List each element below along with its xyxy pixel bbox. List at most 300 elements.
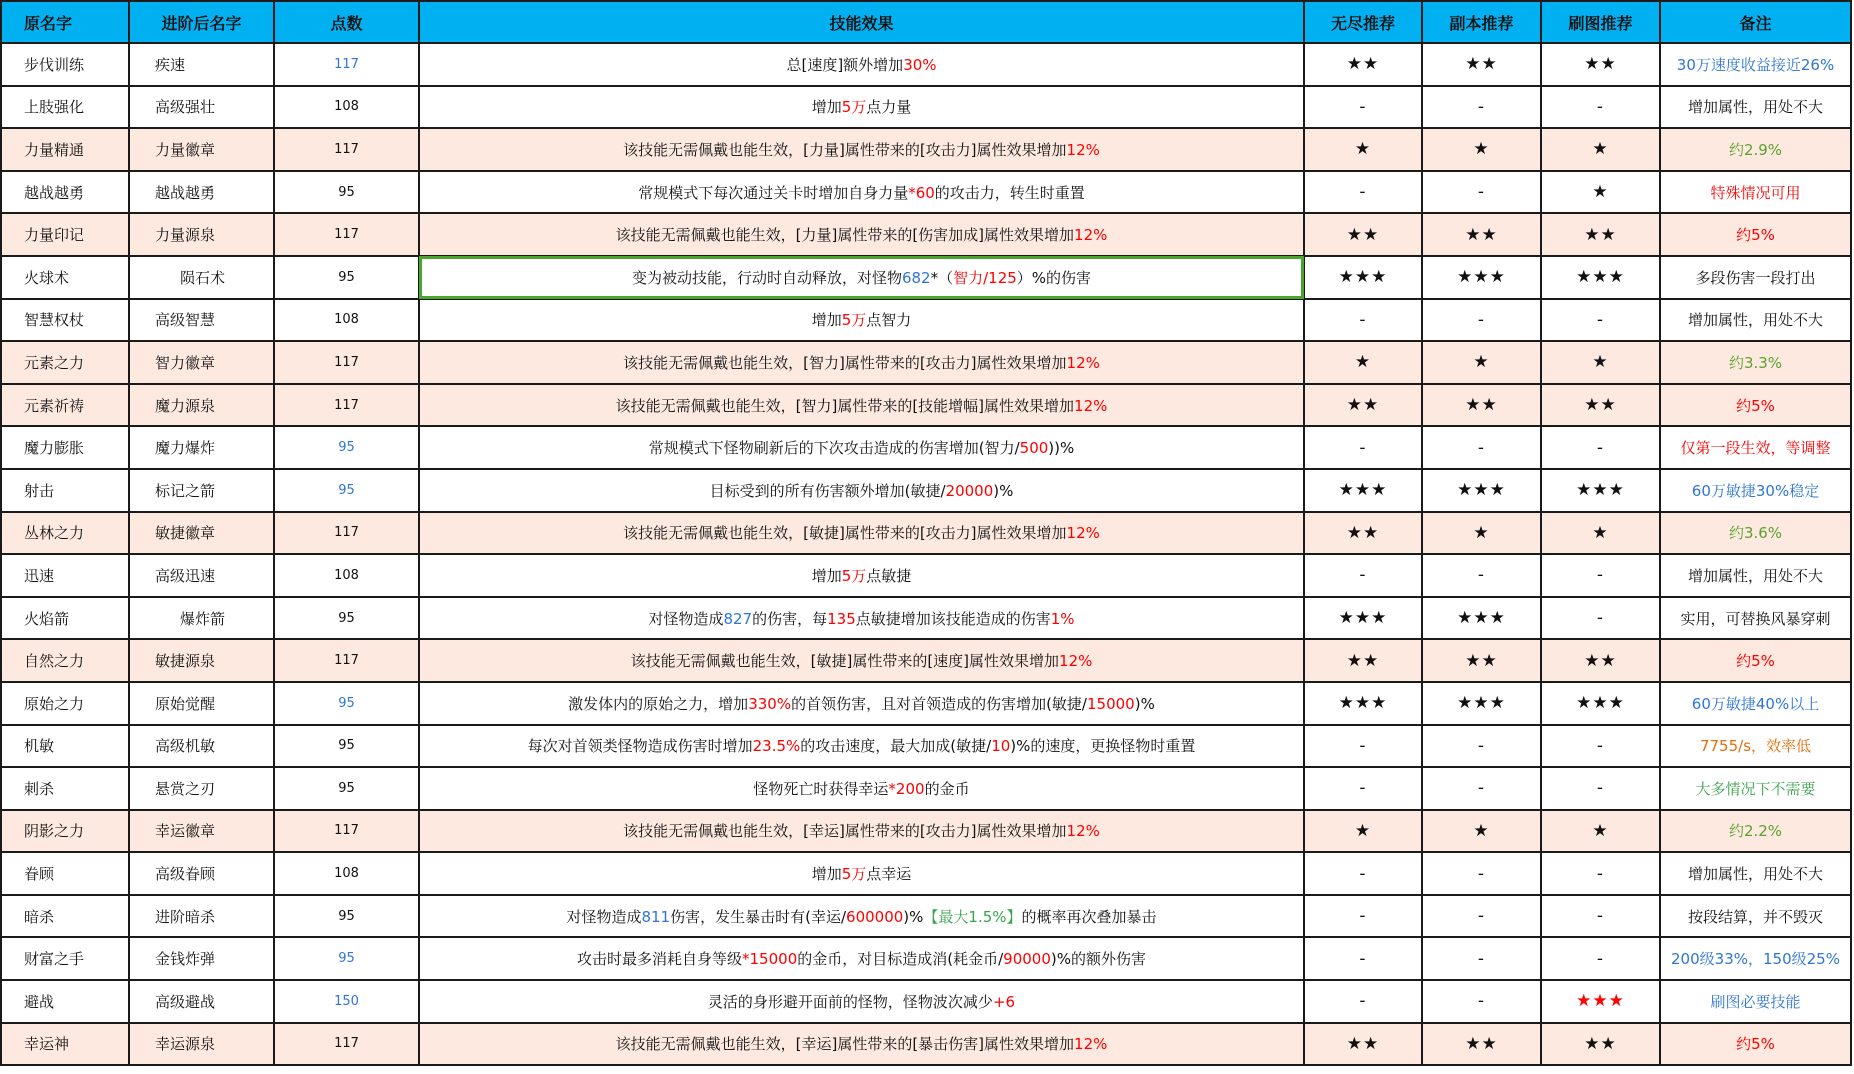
cell-points[interactable]: 95 — [274, 469, 419, 512]
cell-original-name[interactable]: 阴影之力 — [1, 810, 129, 853]
cell-dungeon-rec[interactable]: - — [1422, 895, 1541, 938]
cell-skill-effect[interactable] — [419, 469, 1304, 512]
effect-text: 1% — [1050, 609, 1075, 628]
cell-skill-effect[interactable] — [419, 852, 1304, 895]
effect-text: 该技能无需佩戴也能生效，[智力]属性带来的[技能增幅]属性效果增加 — [615, 396, 1075, 415]
effect-text: 的首领伤害，且对首领造成的伤害增加(敏捷/ — [791, 694, 1087, 713]
cell-notes[interactable]: 仅第一段生效，等调整 — [1660, 426, 1851, 469]
cell-points[interactable]: 95 — [274, 256, 419, 299]
header-dungeon-rec[interactable]: 副本推荐 — [1422, 1, 1541, 43]
cell-original-name[interactable]: 眷顾 — [1, 852, 129, 895]
cell-advanced-name[interactable]: 悬赏之刃 — [129, 767, 274, 810]
effect-text: 该技能无需佩戴也能生效，[智力]属性带来的[攻击力]属性效果增加 — [623, 353, 1067, 372]
effect-text: 5万 — [841, 566, 867, 585]
table-row — [1, 341, 1851, 384]
cell-skill-effect[interactable] — [419, 213, 1304, 256]
cell-advanced-name[interactable]: 进阶暗杀 — [129, 895, 274, 938]
effect-text: ）%的伤害 — [1016, 268, 1092, 287]
cell-original-name[interactable]: 元素之力 — [1, 341, 129, 384]
cell-grind-rec[interactable]: ★ — [1541, 512, 1660, 555]
effect-text: 的攻击速度，最大加成(敏捷/ — [800, 737, 992, 756]
effect-text: 点力量 — [866, 98, 912, 117]
table-row — [1, 810, 1851, 853]
header-grind-rec[interactable]: 刷图推荐 — [1541, 1, 1660, 43]
effect-text: 该技能无需佩戴也能生效，[力量]属性带来的[伤害加成]属性效果增加 — [615, 226, 1075, 245]
cell-dungeon-rec[interactable]: - — [1422, 299, 1541, 342]
cell-original-name[interactable]: 智慧权杖 — [1, 299, 129, 342]
cell-points[interactable]: 117 — [274, 128, 419, 171]
cell-original-name[interactable]: 迅速 — [1, 554, 129, 597]
effect-text: 12% — [1066, 524, 1100, 543]
cell-dungeon-rec[interactable]: ★★ — [1422, 213, 1541, 256]
cell-advanced-name[interactable]: 力量徽章 — [129, 128, 274, 171]
effect-text: 点智力 — [866, 311, 912, 330]
cell-original-name[interactable]: 原始之力 — [1, 682, 129, 725]
cell-original-name[interactable]: 力量印记 — [1, 213, 129, 256]
cell-advanced-name[interactable]: 智力徽章 — [129, 341, 274, 384]
cell-grind-rec[interactable]: ★★ — [1541, 639, 1660, 682]
cell-endless-rec[interactable]: - — [1304, 937, 1422, 980]
cell-skill-effect[interactable] — [419, 639, 1304, 682]
effect-text: 常规模式下每次通过关卡时增加自身力量 — [638, 183, 909, 202]
cell-advanced-name[interactable]: 魔力爆炸 — [129, 426, 274, 469]
effect-text: 该技能无需佩戴也能生效，[幸运]属性带来的[暴击伤害]属性效果增加 — [615, 1035, 1075, 1054]
cell-dungeon-rec[interactable]: ★★ — [1422, 1023, 1541, 1066]
effect-text: 对怪物造成 — [648, 609, 724, 628]
cell-points[interactable]: 108 — [274, 554, 419, 597]
cell-skill-effect[interactable] — [419, 426, 1304, 469]
cell-endless-rec[interactable]: ★★ — [1304, 639, 1422, 682]
table-row — [1, 512, 1851, 555]
effect-text: 12% — [1066, 822, 1100, 841]
cell-skill-effect[interactable] — [419, 384, 1304, 427]
cell-grind-rec[interactable]: ★★ — [1541, 384, 1660, 427]
effect-text: 攻击时最多消耗自身等级 — [577, 950, 743, 969]
effect-text: 的概率再次叠加暴击 — [1021, 907, 1157, 926]
cell-points[interactable]: 117 — [274, 341, 419, 384]
cell-original-name[interactable]: 步伐训练 — [1, 43, 129, 86]
table-row — [1, 128, 1851, 171]
effect-text: )% — [1134, 694, 1155, 713]
cell-original-name[interactable]: 元素祈祷 — [1, 384, 129, 427]
cell-notes[interactable]: 增加属性，用处不大 — [1660, 86, 1851, 129]
cell-skill-effect[interactable] — [419, 256, 1304, 299]
effect-text: 点幸运 — [866, 865, 912, 884]
table-row — [1, 213, 1851, 256]
effect-text: *60 — [908, 183, 935, 202]
cell-endless-rec[interactable]: ★★★ — [1304, 597, 1422, 640]
cell-endless-rec[interactable]: - — [1304, 852, 1422, 895]
cell-skill-effect[interactable] — [419, 810, 1304, 853]
cell-skill-effect[interactable] — [419, 895, 1304, 938]
cell-grind-rec[interactable]: ★★★ — [1541, 682, 1660, 725]
table-row — [1, 767, 1851, 810]
cell-original-name[interactable]: 财富之手 — [1, 937, 129, 980]
effect-text: 30% — [903, 55, 937, 74]
cell-endless-rec[interactable]: - — [1304, 171, 1422, 214]
cell-dungeon-rec[interactable]: ★★ — [1422, 43, 1541, 86]
cell-advanced-name[interactable]: 高级眷顾 — [129, 852, 274, 895]
table-row — [1, 384, 1851, 427]
cell-grind-rec[interactable]: ★★★ — [1541, 256, 1660, 299]
table-row — [1, 639, 1851, 682]
cell-points[interactable]: 117 — [274, 213, 419, 256]
effect-text: 灵活的身形避开面前的怪物，怪物波次减少 — [707, 992, 993, 1011]
effect-text: 怪物死亡时获得幸运 — [753, 779, 889, 798]
cell-grind-rec[interactable]: - — [1541, 86, 1660, 129]
header-skill-effect[interactable]: 技能效果 — [419, 1, 1304, 43]
cell-endless-rec[interactable]: - — [1304, 895, 1422, 938]
cell-dungeon-rec[interactable]: - — [1422, 937, 1541, 980]
cell-notes[interactable]: 60万敏捷30%稳定 — [1660, 469, 1851, 512]
effect-text: 该技能无需佩戴也能生效，[敏捷]属性带来的[速度]属性效果增加 — [630, 652, 1060, 671]
cell-original-name[interactable]: 火焰箭 — [1, 597, 129, 640]
cell-grind-rec[interactable]: ★★★ — [1541, 469, 1660, 512]
cell-points[interactable]: 108 — [274, 852, 419, 895]
effect-text: 该技能无需佩戴也能生效，[敏捷]属性带来的[攻击力]属性效果增加 — [623, 524, 1067, 543]
cell-original-name[interactable]: 火球术 — [1, 256, 129, 299]
header-advanced-name[interactable]: 进阶后名字 — [129, 1, 274, 43]
cell-notes[interactable]: 约5% — [1660, 384, 1851, 427]
cell-skill-effect[interactable] — [419, 725, 1304, 768]
cell-grind-rec[interactable]: - — [1541, 852, 1660, 895]
effect-text: 811 — [641, 907, 671, 926]
cell-skill-effect[interactable] — [419, 1023, 1304, 1066]
effect-text: )% — [903, 907, 924, 926]
cell-dungeon-rec[interactable]: ★ — [1422, 512, 1541, 555]
header-row — [1, 1, 1851, 43]
cell-endless-rec[interactable]: ★★ — [1304, 213, 1422, 256]
effect-text: 330% — [748, 694, 792, 713]
cell-original-name[interactable]: 自然之力 — [1, 639, 129, 682]
cell-original-name[interactable]: 幸运神 — [1, 1023, 129, 1066]
cell-dungeon-rec[interactable]: ★★★ — [1422, 469, 1541, 512]
cell-points[interactable]: 95 — [274, 426, 419, 469]
cell-notes[interactable]: 200级33%，150级25% — [1660, 937, 1851, 980]
cell-notes[interactable]: 60万敏捷40%以上 — [1660, 682, 1851, 725]
cell-points[interactable]: 117 — [274, 384, 419, 427]
effect-text: 23.5% — [752, 737, 801, 756]
cell-original-name[interactable]: 射击 — [1, 469, 129, 512]
cell-dungeon-rec[interactable]: - — [1422, 426, 1541, 469]
cell-grind-rec[interactable]: ★★ — [1541, 213, 1660, 256]
cell-original-name[interactable]: 上肢强化 — [1, 86, 129, 129]
table-row — [1, 937, 1851, 980]
cell-grind-rec[interactable]: ★ — [1541, 341, 1660, 384]
effect-text: 总[速度]额外增加 — [786, 55, 904, 74]
effect-text: 增加 — [811, 98, 842, 117]
effect-text: 点敏捷 — [866, 566, 912, 585]
table-row — [1, 597, 1851, 640]
cell-dungeon-rec[interactable]: ★★★ — [1422, 682, 1541, 725]
cell-advanced-name[interactable]: 爆炸箭 — [129, 597, 274, 640]
cell-advanced-name[interactable]: 疾速 — [129, 43, 274, 86]
cell-grind-rec[interactable]: ★ — [1541, 128, 1660, 171]
effect-text: 12% — [1074, 226, 1108, 245]
cell-advanced-name[interactable]: 力量源泉 — [129, 213, 274, 256]
cell-notes[interactable]: 实用，可替换风暴穿刺 — [1660, 597, 1851, 640]
effect-text: 12% — [1074, 1035, 1108, 1054]
effect-text: )% — [993, 481, 1014, 500]
cell-grind-rec[interactable]: - — [1541, 767, 1660, 810]
cell-notes[interactable]: 按段结算，并不毁灭 — [1660, 895, 1851, 938]
table-row — [1, 554, 1851, 597]
cell-skill-effect[interactable] — [419, 554, 1304, 597]
effect-text: 827 — [723, 609, 753, 628]
effect-text: )%的额外伤害 — [1050, 950, 1146, 969]
cell-dungeon-rec[interactable]: ★ — [1422, 810, 1541, 853]
cell-points[interactable]: 117 — [274, 43, 419, 86]
cell-grind-rec[interactable]: ★★ — [1541, 1023, 1660, 1066]
cell-original-name[interactable]: 机敏 — [1, 725, 129, 768]
effect-text: 常规模式下怪物刷新后的下次攻击造成的伤害增加(智力/ — [648, 439, 1020, 458]
cell-dungeon-rec[interactable]: ★★★ — [1422, 597, 1541, 640]
cell-skill-effect[interactable] — [419, 597, 1304, 640]
effect-text: 该技能无需佩戴也能生效，[幸运]属性带来的[攻击力]属性效果增加 — [623, 822, 1067, 841]
header-original-name[interactable]: 原名字 — [1, 1, 129, 43]
cell-grind-rec[interactable]: - — [1541, 895, 1660, 938]
effect-text: ))% — [1048, 439, 1075, 458]
cell-dungeon-rec[interactable]: ★★ — [1422, 639, 1541, 682]
cell-grind-rec[interactable]: ★ — [1541, 171, 1660, 214]
effect-text: 5万 — [841, 865, 867, 884]
cell-original-name[interactable]: 丛林之力 — [1, 512, 129, 555]
cell-advanced-name[interactable]: 敏捷徽章 — [129, 512, 274, 555]
table-row — [1, 171, 1851, 214]
effect-text: 5万 — [841, 311, 867, 330]
cell-endless-rec[interactable]: - — [1304, 980, 1422, 1023]
table-row — [1, 86, 1851, 129]
cell-notes[interactable]: 特殊情况可用 — [1660, 171, 1851, 214]
effect-text: 20000 — [945, 481, 994, 500]
cell-advanced-name[interactable]: 金钱炸弹 — [129, 937, 274, 980]
effect-text: 该技能无需佩戴也能生效，[力量]属性带来的[攻击力]属性效果增加 — [623, 140, 1067, 159]
table-row — [1, 852, 1851, 895]
cell-skill-effect[interactable] — [419, 43, 1304, 86]
cell-skill-effect[interactable] — [419, 341, 1304, 384]
cell-endless-rec[interactable]: ★★★ — [1304, 682, 1422, 725]
cell-notes[interactable]: 约5% — [1660, 213, 1851, 256]
effect-text: )%的速度，更换怪物时重置 — [1010, 737, 1196, 756]
cell-skill-effect[interactable] — [419, 128, 1304, 171]
cell-endless-rec[interactable]: ★★★ — [1304, 469, 1422, 512]
effect-text: 的攻击力，转生时重置 — [934, 183, 1085, 202]
cell-advanced-name[interactable]: 高级避战 — [129, 980, 274, 1023]
cell-advanced-name[interactable]: 幸运源泉 — [129, 1023, 274, 1066]
cell-points[interactable]: 95 — [274, 725, 419, 768]
cell-notes[interactable]: 增加属性，用处不大 — [1660, 299, 1851, 342]
table-row — [1, 43, 1851, 86]
cell-advanced-name[interactable]: 敏捷源泉 — [129, 639, 274, 682]
cell-grind-rec[interactable]: - — [1541, 426, 1660, 469]
cell-points[interactable]: 150 — [274, 980, 419, 1023]
effect-text: 【最大1.5%】 — [923, 907, 1022, 926]
cell-endless-rec[interactable]: ★★ — [1304, 43, 1422, 86]
table-row — [1, 980, 1851, 1023]
cell-grind-rec[interactable]: ★ — [1541, 810, 1660, 853]
effect-text: 12% — [1066, 353, 1100, 372]
table-row — [1, 725, 1851, 768]
cell-original-name[interactable]: 魔力膨胀 — [1, 426, 129, 469]
cell-points[interactable]: 117 — [274, 639, 419, 682]
effect-text: +6 — [992, 992, 1016, 1011]
cell-notes[interactable]: 约2.9% — [1660, 128, 1851, 171]
cell-grind-rec[interactable]: - — [1541, 597, 1660, 640]
cell-endless-rec[interactable]: ★★ — [1304, 384, 1422, 427]
cell-original-name[interactable]: 暗杀 — [1, 895, 129, 938]
effect-text: 500 — [1019, 439, 1049, 458]
cell-points[interactable]: 95 — [274, 682, 419, 725]
effect-text: 90000 — [1003, 950, 1051, 969]
cell-endless-rec[interactable]: - — [1304, 554, 1422, 597]
cell-skill-effect[interactable] — [419, 682, 1304, 725]
effect-text: 600000 — [846, 907, 904, 926]
cell-skill-effect[interactable] — [419, 767, 1304, 810]
cell-points[interactable]: 108 — [274, 86, 419, 129]
effect-text: 135 — [827, 609, 856, 628]
cell-points[interactable]: 95 — [274, 937, 419, 980]
cell-dungeon-rec[interactable]: - — [1422, 86, 1541, 129]
cell-advanced-name[interactable]: 陨石术 — [129, 256, 274, 299]
cell-dungeon-rec[interactable]: - — [1422, 554, 1541, 597]
cell-endless-rec[interactable]: ★★ — [1304, 1023, 1422, 1066]
effect-text: 12% — [1074, 396, 1108, 415]
header-notes[interactable]: 备注 — [1660, 1, 1851, 43]
effect-text: *（ — [930, 268, 954, 287]
cell-skill-effect[interactable] — [419, 980, 1304, 1023]
effect-text: *15000 — [742, 950, 798, 969]
cell-skill-effect[interactable] — [419, 299, 1304, 342]
cell-grind-rec[interactable]: ★★★ — [1541, 980, 1660, 1023]
effect-text: 12% — [1059, 652, 1093, 671]
cell-notes[interactable]: 多段伤害一段打出 — [1660, 256, 1851, 299]
effect-text: 5万 — [841, 98, 867, 117]
cell-dungeon-rec[interactable]: - — [1422, 767, 1541, 810]
cell-grind-rec[interactable]: - — [1541, 554, 1660, 597]
effect-text: 对怪物造成 — [566, 907, 642, 926]
cell-advanced-name[interactable]: 原始觉醒 — [129, 682, 274, 725]
cell-dungeon-rec[interactable]: ★★★ — [1422, 256, 1541, 299]
effect-text: 682 — [901, 268, 931, 287]
cell-advanced-name[interactable]: 高级机敏 — [129, 725, 274, 768]
cell-original-name[interactable]: 避战 — [1, 980, 129, 1023]
cell-advanced-name[interactable]: 幸运徽章 — [129, 810, 274, 853]
cell-endless-rec[interactable]: ★ — [1304, 341, 1422, 384]
cell-advanced-name[interactable]: 高级强壮 — [129, 86, 274, 129]
effect-text: 10 — [991, 737, 1011, 756]
cell-endless-rec[interactable]: ★★ — [1304, 512, 1422, 555]
effect-text: 的金币，对目标造成消(耗金币/ — [797, 950, 1004, 969]
cell-original-name[interactable]: 刺杀 — [1, 767, 129, 810]
cell-dungeon-rec[interactable]: - — [1422, 725, 1541, 768]
effect-text: 的伤害，每 — [752, 609, 828, 628]
cell-skill-effect[interactable] — [419, 86, 1304, 129]
effect-text: 点敏捷增加该技能造成的伤害 — [855, 609, 1051, 628]
effect-text: *200 — [888, 779, 925, 798]
cell-notes[interactable]: 约5% — [1660, 1023, 1851, 1066]
cell-endless-rec[interactable]: ★★★ — [1304, 256, 1422, 299]
cell-dungeon-rec[interactable]: - — [1422, 852, 1541, 895]
table-row — [1, 895, 1851, 938]
cell-grind-rec[interactable]: ★★ — [1541, 43, 1660, 86]
effect-text: 增加 — [811, 311, 842, 330]
cell-notes[interactable]: 约2.2% — [1660, 810, 1851, 853]
effect-text: 增加 — [811, 865, 842, 884]
header-endless-rec[interactable]: 无尽推荐 — [1304, 1, 1422, 43]
cell-points[interactable]: 95 — [274, 895, 419, 938]
cell-notes[interactable]: 增加属性，用处不大 — [1660, 852, 1851, 895]
cell-grind-rec[interactable]: - — [1541, 725, 1660, 768]
cell-endless-rec[interactable]: - — [1304, 426, 1422, 469]
cell-notes[interactable]: 30万速度收益接近26% — [1660, 43, 1851, 86]
cell-points[interactable]: 117 — [274, 810, 419, 853]
cell-endless-rec[interactable]: ★ — [1304, 810, 1422, 853]
table-row — [1, 682, 1851, 725]
cell-dungeon-rec[interactable]: - — [1422, 980, 1541, 1023]
cell-endless-rec[interactable]: - — [1304, 725, 1422, 768]
cell-endless-rec[interactable]: - — [1304, 86, 1422, 129]
cell-grind-rec[interactable]: - — [1541, 937, 1660, 980]
cell-endless-rec[interactable]: ★ — [1304, 128, 1422, 171]
cell-dungeon-rec[interactable]: ★ — [1422, 341, 1541, 384]
table-row — [1, 469, 1851, 512]
cell-notes[interactable]: 刷图必要技能 — [1660, 980, 1851, 1023]
cell-points[interactable]: 117 — [274, 1023, 419, 1066]
cell-notes[interactable]: 约5% — [1660, 639, 1851, 682]
effect-text: 变为被动技能，行动时自动释放，对怪物 — [631, 268, 902, 287]
cell-endless-rec[interactable]: - — [1304, 299, 1422, 342]
effect-text: 目标受到的所有伤害额外增加(敏捷/ — [709, 481, 946, 500]
cell-advanced-name[interactable]: 越战越勇 — [129, 171, 274, 214]
effect-text: 激发体内的原始之力，增加 — [568, 694, 749, 713]
cell-advanced-name[interactable]: 高级智慧 — [129, 299, 274, 342]
effect-text: 15000 — [1087, 694, 1135, 713]
cell-notes[interactable]: 约3.6% — [1660, 512, 1851, 555]
cell-dungeon-rec[interactable]: ★★ — [1422, 384, 1541, 427]
effect-text: 的金币 — [924, 779, 970, 798]
cell-endless-rec[interactable]: - — [1304, 767, 1422, 810]
table-row — [1, 256, 1851, 299]
table-row — [1, 426, 1851, 469]
effect-text: 智力/125 — [953, 268, 1017, 287]
cell-dungeon-rec[interactable]: ★ — [1422, 128, 1541, 171]
cell-points[interactable]: 108 — [274, 299, 419, 342]
cell-skill-effect[interactable] — [419, 512, 1304, 555]
cell-original-name[interactable]: 越战越勇 — [1, 171, 129, 214]
cell-points[interactable]: 95 — [274, 597, 419, 640]
cell-grind-rec[interactable]: - — [1541, 299, 1660, 342]
cell-points[interactable]: 117 — [274, 512, 419, 555]
cell-notes[interactable]: 大多情况下不需要 — [1660, 767, 1851, 810]
cell-advanced-name[interactable]: 标记之箭 — [129, 469, 274, 512]
cell-original-name[interactable]: 力量精通 — [1, 128, 129, 171]
effect-text: 增加 — [811, 566, 842, 585]
cell-points[interactable]: 95 — [274, 171, 419, 214]
cell-notes[interactable]: 约3.3% — [1660, 341, 1851, 384]
header-points[interactable]: 点数 — [274, 1, 419, 43]
cell-advanced-name[interactable]: 魔力源泉 — [129, 384, 274, 427]
effect-text: 伤害，发生暴击时有(幸运/ — [670, 907, 847, 926]
cell-notes[interactable]: 增加属性，用处不大 — [1660, 554, 1851, 597]
cell-dungeon-rec[interactable]: - — [1422, 171, 1541, 214]
cell-skill-effect[interactable] — [419, 171, 1304, 214]
cell-skill-effect[interactable] — [419, 937, 1304, 980]
cell-points[interactable]: 95 — [274, 767, 419, 810]
cell-advanced-name[interactable]: 高级迅速 — [129, 554, 274, 597]
table-row — [1, 1023, 1851, 1066]
cell-notes[interactable]: 7755/s，效率低 — [1660, 725, 1851, 768]
effect-text: 每次对首领类怪物造成伤害时增加 — [527, 737, 753, 756]
